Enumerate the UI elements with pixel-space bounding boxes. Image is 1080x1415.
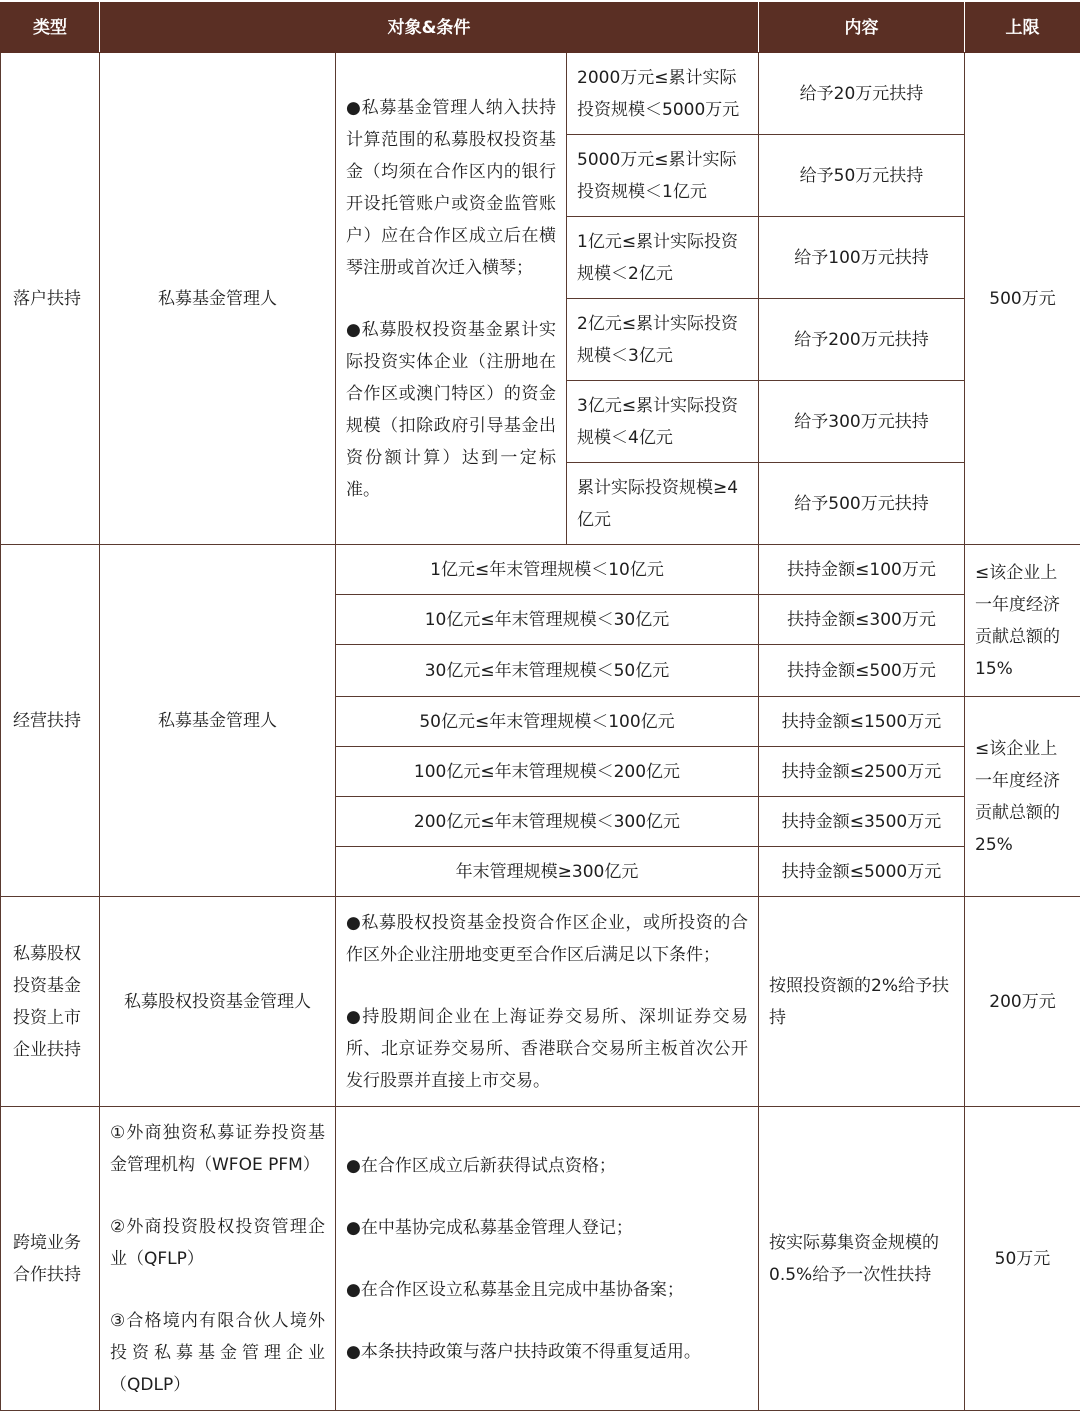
- section4-type: 跨境业务合作扶持: [1, 1107, 100, 1411]
- section3-conditions: [336, 897, 759, 1107]
- spacer: [346, 284, 556, 314]
- section4-conditions: [336, 1107, 759, 1411]
- spacer: [346, 971, 748, 1001]
- section2-range: 1亿元≤年末管理规模＜10亿元: [336, 545, 759, 595]
- table-row: [1, 897, 1080, 1107]
- section2-content: 扶持金额≤1500万元: [759, 697, 965, 747]
- section4-limit: 50万元: [965, 1107, 1080, 1411]
- spacer: [110, 1181, 325, 1211]
- section2-range: 200亿元≤年末管理规模＜300亿元: [336, 797, 759, 847]
- section1-limit: 500万元: [965, 53, 1080, 545]
- section1-conditions: [336, 53, 567, 545]
- section1-range: 2亿元≤累计实际投资规模＜3亿元: [567, 299, 759, 381]
- section4-condition-1: ●在合作区成立后新获得试点资格；: [346, 1155, 616, 1176]
- section4-condition-4: ●本条扶持政策与落户扶持政策不得重复适用。: [346, 1341, 701, 1362]
- header-target: 对象&条件: [100, 3, 759, 53]
- section3-condition-2: ●持股期间企业在上海证券交易所、深圳证券交易所、北京证券交易所、香港联合交易所主板首次公开发行股票并直接上市交易。: [346, 1006, 748, 1091]
- section2-content: 扶持金额≤300万元: [759, 595, 965, 645]
- section1-range: 5000万元≤累计实际投资规模＜1亿元: [567, 135, 759, 217]
- section1-condition-2: ●私募股权投资基金累计实际投资实体企业（注册地在合作区或澳门特区）的资金规模（扣除政府引导基金出资份额计算）达到一定标准。: [346, 319, 556, 500]
- section2-content: 扶持金额≤5000万元: [759, 847, 965, 897]
- section2-content: 扶持金额≤3500万元: [759, 797, 965, 847]
- section4-target-3: ③合格境内有限合伙人境外投资私募基金管理企业（QDLP）: [110, 1310, 325, 1395]
- section1-content: 给予200万元扶持: [759, 299, 965, 381]
- section3-content: 按照投资额的2%给予扶持: [759, 897, 965, 1107]
- section2-limit-2: ≤该企业上一年度经济贡献总额的25%: [965, 697, 1080, 897]
- section2-range: 10亿元≤年末管理规模＜30亿元: [336, 595, 759, 645]
- section1-content: 给予500万元扶持: [759, 463, 965, 545]
- section2-range: 30亿元≤年末管理规模＜50亿元: [336, 645, 759, 697]
- section2-content: 扶持金额≤100万元: [759, 545, 965, 595]
- header-limit: 上限: [965, 3, 1080, 53]
- section1-content: 给予20万元扶持: [759, 53, 965, 135]
- spacer: [110, 1275, 325, 1305]
- section2-type: 经营扶持: [1, 545, 100, 897]
- section2-range: 年末管理规模≥300亿元: [336, 847, 759, 897]
- section3-type: 私募股权投资基金投资上市企业扶持: [1, 897, 100, 1107]
- table-row: [1, 545, 1080, 595]
- section4-content: 按实际募集资金规模的0.5%给予一次性扶持: [759, 1107, 965, 1411]
- header-row: [1, 3, 1080, 53]
- spacer: [346, 1182, 748, 1212]
- section4-target-2: ②外商投资股权投资管理企业（QFLP）: [110, 1216, 325, 1269]
- section4-targets: [100, 1107, 336, 1411]
- section2-range: 100亿元≤年末管理规模＜200亿元: [336, 747, 759, 797]
- section4-condition-2: ●在中基协完成私募基金管理人登记；: [346, 1217, 633, 1238]
- policy-table: [0, 2, 1080, 1411]
- section3-limit: 200万元: [965, 897, 1080, 1107]
- section1-content: 给予300万元扶持: [759, 381, 965, 463]
- section2-range: 50亿元≤年末管理规模＜100亿元: [336, 697, 759, 747]
- section2-content: 扶持金额≤500万元: [759, 645, 965, 697]
- section1-range: 3亿元≤累计实际投资规模＜4亿元: [567, 381, 759, 463]
- section1-content: 给予50万元扶持: [759, 135, 965, 217]
- section2-content: 扶持金额≤2500万元: [759, 747, 965, 797]
- section3-condition-1: ●私募股权投资基金投资合作区企业，或所投资的合作区外企业注册地变更至合作区后满足以下条件；: [346, 912, 748, 965]
- section1-content: 给予100万元扶持: [759, 217, 965, 299]
- header-content: 内容: [759, 3, 965, 53]
- spacer: [346, 1306, 748, 1336]
- header-type: 类型: [1, 3, 100, 53]
- section1-type: 落户扶持: [1, 53, 100, 545]
- section2-target: 私募基金管理人: [100, 545, 336, 897]
- section1-range: 1亿元≤累计实际投资规模＜2亿元: [567, 217, 759, 299]
- section4-condition-3: ●在合作区设立私募基金且完成中基协备案；: [346, 1279, 684, 1300]
- section2-limit-1: ≤该企业上一年度经济贡献总额的15%: [965, 545, 1080, 697]
- spacer: [346, 1244, 748, 1274]
- table-row: [1, 53, 1080, 135]
- section3-target: 私募股权投资基金管理人: [100, 897, 336, 1107]
- section4-target-1: ①外商独资私募证券投资基金管理机构（WFOE PFM）: [110, 1122, 325, 1175]
- section1-target: 私募基金管理人: [100, 53, 336, 545]
- section1-condition-1: ●私募基金管理人纳入扶持计算范围的私募股权投资基金（均须在合作区内的银行开设托管账户或资金监管账户）应在合作区成立后在横琴注册或首次迁入横琴；: [346, 97, 556, 278]
- table-row: [1, 1107, 1080, 1411]
- section1-range: 2000万元≤累计实际投资规模＜5000万元: [567, 53, 759, 135]
- section1-range: 累计实际投资规模≥4亿元: [567, 463, 759, 545]
